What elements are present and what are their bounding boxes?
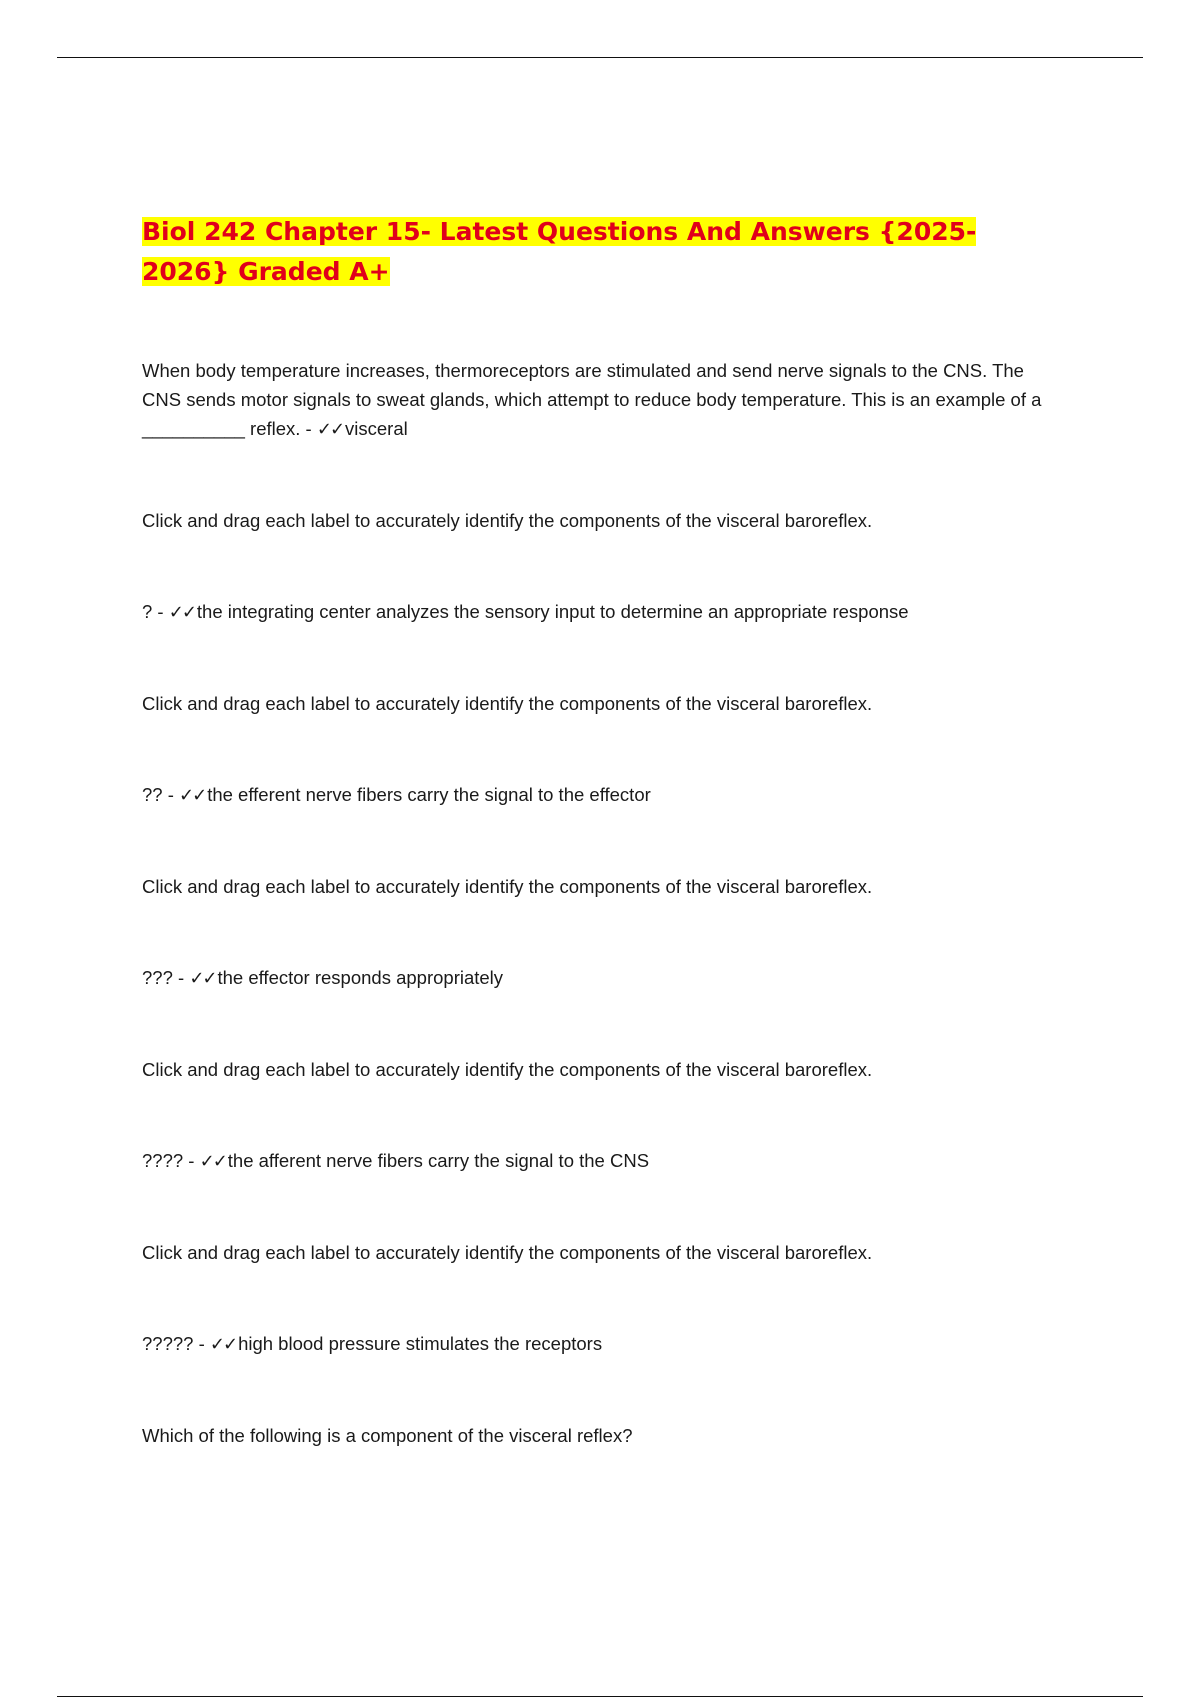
answer-text: the effector responds appropriately: [217, 967, 504, 988]
qa-list: [142, 356, 1052, 1450]
qa-item: [142, 780, 1052, 810]
prompt-text: Click and drag each label to accurately identify the components of the visceral baroreflex.: [142, 1059, 873, 1080]
qa-item: [142, 1329, 1052, 1359]
question-text: ????? -: [142, 1333, 210, 1354]
qa-item: [142, 356, 1052, 444]
question-text: ???? -: [142, 1150, 200, 1171]
question-text: ?? -: [142, 784, 180, 805]
qa-item: [142, 963, 1052, 993]
prompt-text: Click and drag each label to accurately identify the components of the visceral baroreflex.: [142, 1242, 873, 1263]
prompt-text: Click and drag each label to accurately identify the components of the visceral baroreflex.: [142, 876, 873, 897]
header-rule: [57, 57, 1143, 58]
document-body: [142, 212, 1052, 1450]
answer-text: the afferent nerve fibers carry the signal to the CNS: [227, 1150, 650, 1171]
prompt-text: Click and drag each label to accurately identify the components of the visceral baroreflex.: [142, 510, 873, 531]
checkmark-icon: ✓✓: [199, 1151, 226, 1172]
question-text: ??? -: [142, 967, 190, 988]
footer-rule: [57, 1696, 1143, 1697]
checkmark-icon: ✓✓: [179, 785, 206, 806]
checkmark-icon: ✓✓: [189, 968, 216, 989]
question-text: When body temperature increases, thermoreceptors are stimulated and send nerve signals to the CNS. The CNS sends motor signals to sweat glands, which attempt to reduce body temperature. This is an example of a __________ reflex. -: [142, 360, 1042, 439]
question-text: ? -: [142, 601, 169, 622]
qa-item: [142, 1146, 1052, 1176]
final-question: Which of the following is a component of the visceral reflex?: [142, 1425, 633, 1446]
title-highlight: Biol 242 Chapter 15- Latest Questions And Answers {2025-2026} Graded A+: [142, 217, 977, 286]
answer-text: the integrating center analyzes the sensory input to determine an appropriate response: [196, 601, 909, 622]
prompt-text: Click and drag each label to accurately identify the components of the visceral baroreflex.: [142, 693, 873, 714]
checkmark-icon: ✓✓: [316, 419, 344, 440]
checkmark-icon: ✓✓: [209, 1334, 237, 1355]
answer-text: the efferent nerve fibers carry the signal to the effector: [207, 784, 651, 805]
answer-text: visceral: [345, 418, 408, 439]
qa-item: [142, 597, 1052, 627]
document-title: [142, 212, 1052, 292]
checkmark-icon: ✓✓: [168, 602, 195, 623]
answer-text: high blood pressure stimulates the receptors: [238, 1333, 603, 1354]
